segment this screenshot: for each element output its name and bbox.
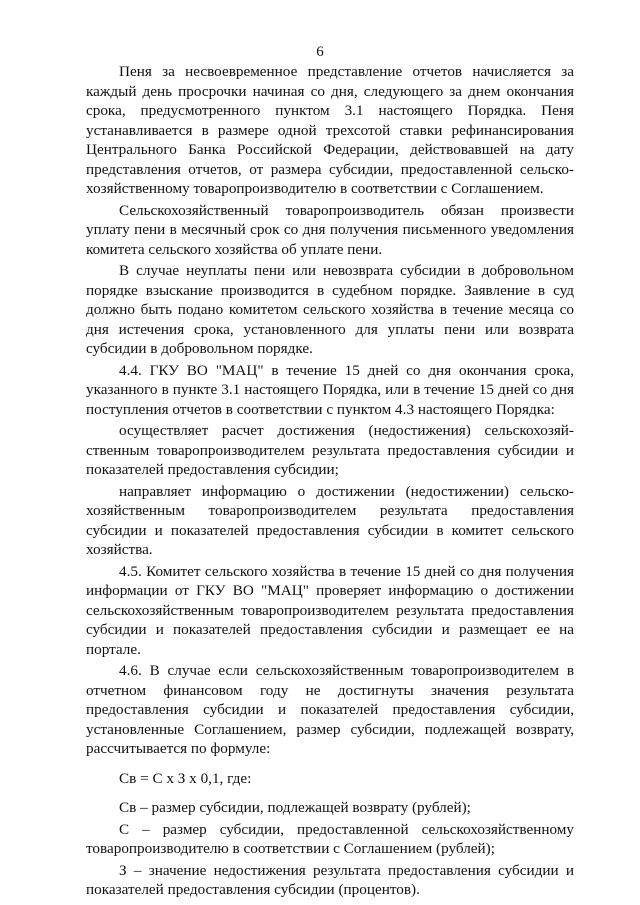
paragraph-clause-4-4: 4.4. ГКУ ВО "МАЦ" в течение 15 дней со дня окончания срока, указанного в пункте 3.1 настоящего Порядка, или в течение 15 дней со дня поступления отчетов в соответствии с пунктом 4.3 настоящего Порядка: (86, 361, 574, 418)
document-body (86, 62, 574, 902)
formula: Св = С х З х 0,1, где: (119, 769, 252, 787)
paragraph-court-recovery: В случае неуплаты пени или невозврата субсидии в добровольном порядке взыскание производится в судебном порядке. Заявление в суд должно быть подано комитетом сельского хозяйства в течение месяца со дня истечения срока, установленного для уплаты пени или возврата субсидии в добровольном порядке. (86, 262, 574, 357)
paragraph-penalty-accrual: Пеня за несвоевременное представление отчетов начисляется за каждый день просрочки начиная со дня, следующего за днем окончания срока, предусмотренного пунктом 3.1 настоящего Порядка. Пеня устанавливается в размере одной трехсотой ставки рефинансирования Центрального Банка Российской Федерации, действовавшей на дату представления отчетов, от размера субсидии, предоставленной сельско-хозяйственному товаропроизводителю в соответствии с Соглашением. (86, 63, 574, 197)
paragraph-calculation: осуществляет расчет достижения (недостижения) сельскохозяй-ственным товаропроизводителем результата предоставления субсидии и показателей предоставления субсидии; (86, 422, 574, 478)
formula-definition-s: С – размер субсидии, предоставленной сельскохозяйственному товаропроизводителю в соответствии с Соглашением (рублей); (86, 820, 574, 857)
formula-definition-sv: Св – размер субсидии, подлежащей возврату (рублей); (119, 799, 471, 816)
formula-definition-z: З – значение недостижения результата предоставления субсидии и показателей предоставления субсидии (процентов). (86, 861, 574, 898)
page-number: 6 (316, 44, 324, 60)
paragraph-clause-4-5: 4.5. Комитет сельского хозяйства в течение 15 дней со дня получения информации от ГКУ ВО "МАЦ" проверяет информацию о достижении сельскохозяйственным товаропроизводителем результата предоставления субсидии и показателей предоставления субсидии и размещает ее на портале. (86, 562, 574, 658)
paragraph-information-transfer: направляет информацию о достижении (недостижении) сельско-хозяйственным товаропроизводителем результата предоставления субсидии и показателей предоставления субсидии в комитет сельского хозяйства. (86, 482, 574, 558)
paragraph-penalty-payment: Сельскохозяйственный товаропроизводитель обязан произвести уплату пени в месячный срок со дня получения письменного уведомления комитета сельского хозяйства об уплате пени. (86, 201, 574, 258)
paragraph-clause-4-6: 4.6. В случае если сельскохозяйственным товаропроизводителем в отчетном финансовом году не достигнуты значения результата предоставления субсидии и показателей предоставления субсидии, установленные Соглашением, размер субсидии, подлежащей возврату, рассчитывается по формуле: (86, 662, 574, 757)
